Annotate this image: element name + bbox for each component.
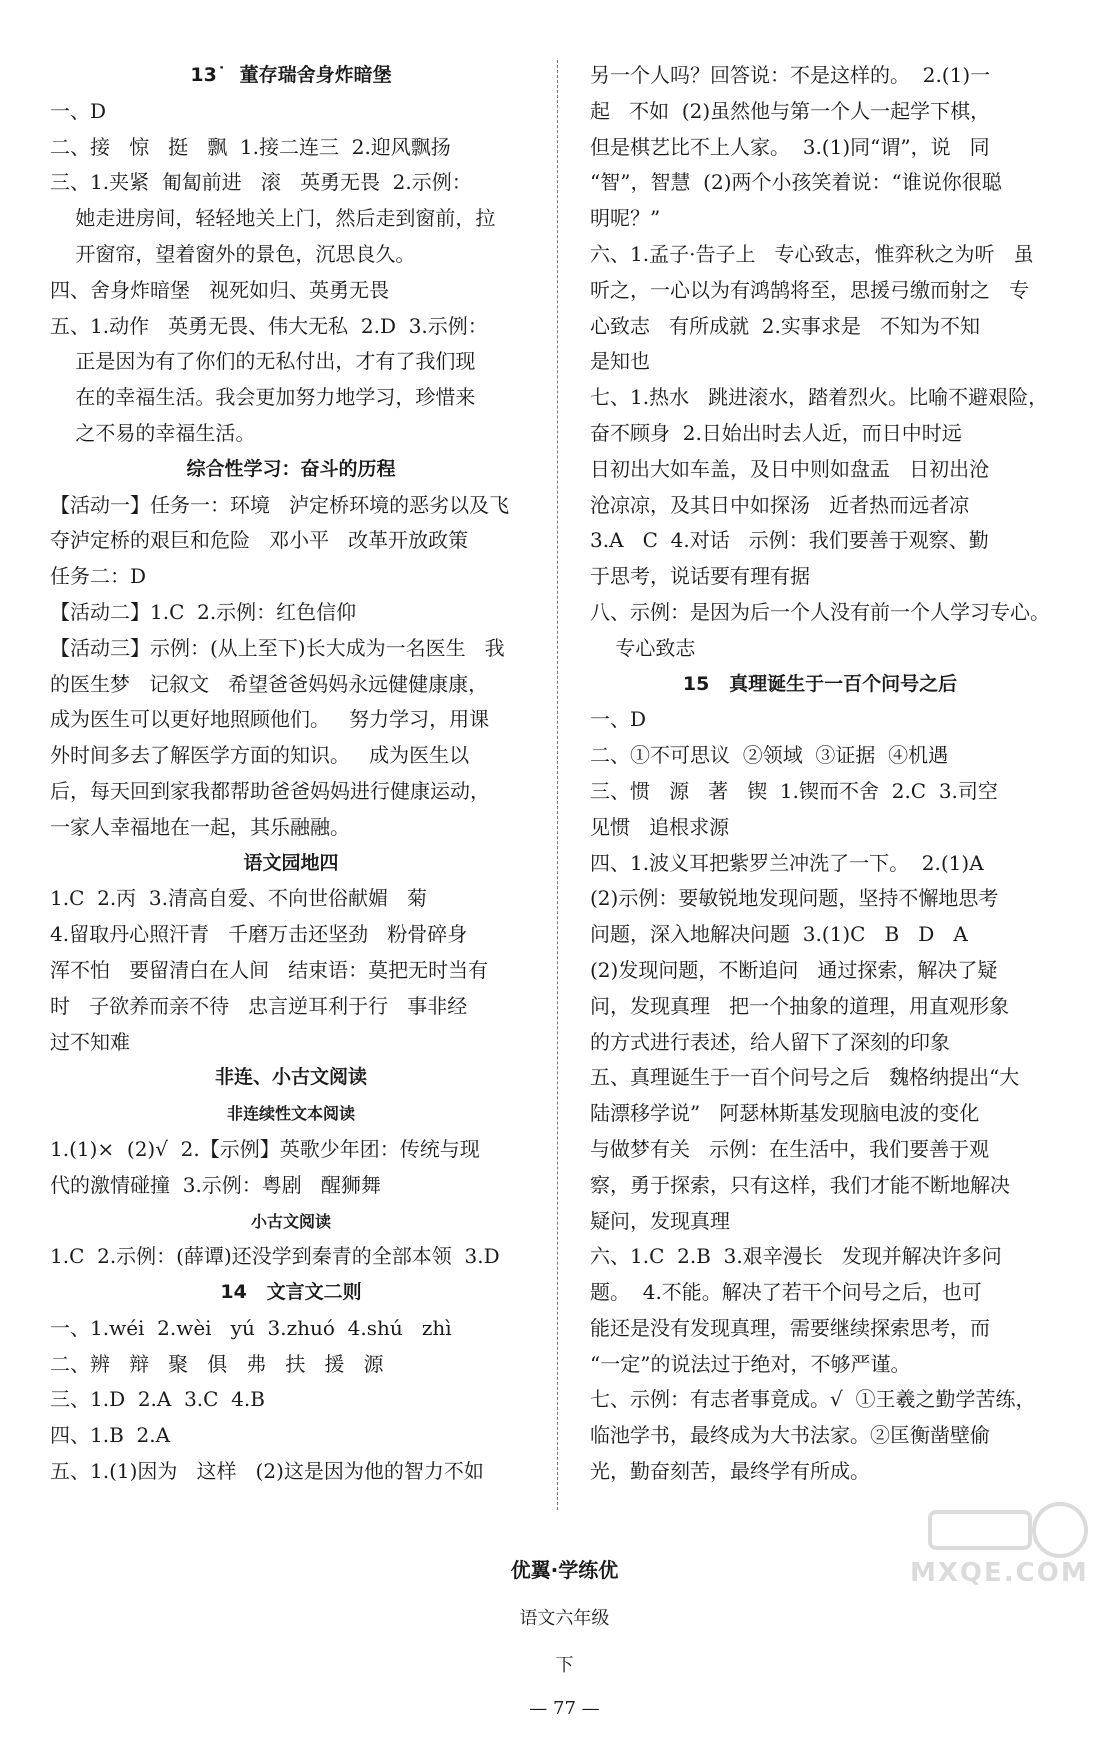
answer-line: 三、1.D 2.A 3.C 4.B — [50, 1387, 265, 1412]
answer-line: 3.A C 4.对话 示例：我们要善于观察、勤 — [590, 528, 989, 553]
footer-brand: 优翼·学练优 — [510, 1558, 619, 1582]
answer-line: 问，发现真理 把一个抽象的道理，用直观形象 — [590, 993, 1010, 1018]
answer-line: 四、1.B 2.A — [50, 1423, 171, 1448]
answer-line: 陆漂移学说” 阿瑟林斯基发现脑电波的变化 — [590, 1101, 980, 1126]
site-watermark — [900, 1500, 1100, 1595]
answer-line: 临池学书，最终成为大书法家。②匡衡凿壁偷 — [590, 1423, 990, 1448]
answer-line: 任务二：D — [50, 564, 147, 589]
answer-line: 一、D — [590, 707, 647, 732]
answer-line: 六、1.孟子·告子上 专心致志，惟弈秋之为听 虽 — [590, 241, 1034, 266]
answer-line: 八、示例：是因为后一个人没有前一个人学习专心。 — [590, 599, 1050, 624]
answer-line: 明呢？” — [590, 206, 661, 231]
answer-line: 1.(1)× (2)√ 2.【示例】英歌少年团：传统与现 — [50, 1136, 480, 1161]
answer-line: 正是因为有了你们的无私付出，才有了我们现 — [50, 349, 476, 374]
right-column — [590, 58, 1050, 1490]
answer-line: 一家人幸福地在一起，其乐融融。 — [50, 814, 350, 839]
answer-line: 专心致志 — [590, 635, 696, 660]
column-divider — [557, 60, 558, 1510]
answer-line: 三、1.夹紧 匍匐前进 滚 英勇无畏 2.示例： — [50, 170, 472, 195]
answer-line: 她走进房间，轻轻地关上门，然后走到窗前，拉 — [50, 206, 496, 231]
answer-line: 七、1.热水 跳进滚水，踏着烈火。比喻不避艰险， — [590, 385, 1049, 410]
footer-subject: 语文六年级 — [519, 1608, 610, 1629]
answer-line: 五、1.(1)因为 这样 (2)这是因为他的智力不如 — [50, 1459, 484, 1484]
answer-line: 问题，深入地解决问题 3.(1)C B D A — [590, 922, 968, 947]
answer-line: 于思考，说话要有理有据 — [590, 564, 810, 589]
answer-line: 见惯 追根求源 — [590, 814, 730, 839]
answer-line: 成为医生可以更好地照顾他们。 努力学习，用课 — [50, 707, 490, 732]
answer-line: 五、1.动作 英勇无畏、伟大无私 2.D 3.示例： — [50, 313, 488, 338]
answer-line: 后，每天回到家我都帮助爸爸妈妈进行健康运动， — [50, 778, 490, 803]
left-column — [50, 58, 532, 1490]
answer-line: 四、1.波义耳把紫罗兰冲洗了一下。 2.(1)A — [590, 850, 984, 875]
answer-line: 二、接 惊 挺 飘 1.接二连三 2.迎风飘扬 — [50, 134, 451, 159]
section-title: 综合性学习：奋斗的历程 — [186, 457, 396, 480]
watermark-logo-icon — [920, 1500, 1090, 1560]
answer-line: 五、真理诞生于一百个问号之后 魏格纳提出“大 — [590, 1065, 1020, 1090]
answer-line: 在的幸福生活。我会更加努力地学习，珍惜来 — [50, 385, 476, 410]
answer-line: 六、1.C 2.B 3.艰辛漫长 发现并解决许多问 — [590, 1244, 1002, 1269]
answer-line: 三、惯 源 著 锲 1.锲而不舍 2.C 3.司空 — [590, 778, 998, 803]
answer-line: 1.C 2.示例：(薛谭)还没学到秦青的全部本领 3.D — [50, 1244, 500, 1269]
answer-line: 代的激情碰撞 3.示例：粤剧 醒狮舞 — [50, 1172, 381, 1197]
answer-line: (2)示例：要敏锐地发现问题，坚持不懈地思考 — [590, 886, 999, 911]
answer-line: 【活动二】1.C 2.示例：红色信仰 — [50, 599, 357, 624]
answer-line: 浑不怕 要留清白在人间 结束语：莫把无时当有 — [50, 957, 489, 982]
answer-line: 心致志 有所成就 2.实事求是 不知为不知 — [590, 313, 980, 338]
answer-line: 与做梦有关 示例：在生活中，我们要善于观 — [590, 1136, 990, 1161]
section-title: 13˙ 董存瑞舍身炸暗堡 — [190, 64, 392, 86]
answer-line: 题。 4.不能。解决了若干个问号之后，也可 — [590, 1280, 982, 1305]
answer-line: 但是棋艺比不上人家。 3.(1)同“谓”，说 同 — [590, 134, 990, 159]
answer-line: 二、辨 辩 聚 俱 弗 扶 援 源 — [50, 1351, 384, 1376]
answer-line: 奋不顾身 2.日始出时去人近，而日中时远 — [590, 420, 962, 445]
answer-line: 光，勤奋刻苦，最终学有所成。 — [590, 1459, 870, 1484]
answer-line: 疑问，发现真理 — [590, 1208, 730, 1233]
section-subtitle: 小古文阅读 — [250, 1211, 331, 1231]
answer-line: 开窗帘，望着窗外的景色，沉思良久。 — [50, 241, 416, 266]
answer-line: 是知也 — [590, 349, 650, 374]
answer-line: 夺泸定桥的艰巨和危险 邓小平 改革开放政策 — [50, 528, 469, 553]
answer-line: 一、D — [50, 98, 107, 123]
answer-line: (2)发现问题，不断追问 通过探索，解决了疑 — [590, 957, 998, 982]
answer-line: 另一个人吗？回答说：不是这样的。 2.(1)一 — [590, 63, 991, 87]
answer-line: 【活动三】示例：(从上至下)长大成为一名医生 我 — [50, 635, 505, 660]
section-title: 非连、小古文阅读 — [214, 1066, 367, 1089]
answer-line: 能还是没有发现真理，需要继续探索思考，而 — [590, 1315, 990, 1340]
answer-line: “智”，智慧 (2)两个小孩笑着说：“谁说你很聪 — [590, 170, 1002, 195]
footer-page-number: — 77 — — [529, 1698, 600, 1719]
answer-line: 听之，一心以为有鸿鹄将至，思援弓缴而射之 专 — [590, 277, 1030, 302]
answer-line: “一定”的说法过于绝对，不够严谨。 — [590, 1351, 911, 1376]
answer-line: 的方式进行表述，给人留下了深刻的印象 — [590, 1029, 950, 1054]
watermark-text: MXQE.COM — [910, 1558, 1089, 1588]
answer-line: 之不易的幸福生活。 — [50, 420, 256, 445]
section-title: 语文园地四 — [243, 851, 339, 874]
answer-line: 二、①不可思议 ②领域 ③证据 ④机遇 — [590, 743, 949, 768]
answer-line: 的医生梦 记叙文 希望爸爸妈妈永远健健康康， — [50, 671, 489, 696]
answer-line: 察，勇于探索，只有这样，我们才能不断地解决 — [590, 1172, 1010, 1197]
answer-line: 【活动一】任务一：环境 泸定桥环境的恶劣以及飞 — [50, 492, 510, 517]
answer-line: 沧凉凉，及其日中如探汤 近者热而远者凉 — [590, 492, 970, 517]
answer-line: 日初出大如车盖，及日中则如盘盂 日初出沧 — [590, 456, 990, 481]
answer-line: 七、示例：有志者事竟成。√ ①王羲之勤学苦练， — [590, 1387, 1036, 1412]
answer-line: 外时间多去了解医学方面的知识。 成为医生以 — [50, 743, 470, 768]
answer-line: 四、舍身炸暗堡 视死如归、英勇无畏 — [50, 277, 390, 302]
section-title: 14 文言文二则 — [220, 1281, 362, 1304]
answer-line: 一、1.wéi 2.wèi yú 3.zhuó 4.shú zhì — [50, 1315, 452, 1340]
section-title: 15 真理诞生于一百个问号之后 — [682, 672, 958, 695]
answer-line: 时 子欲养而亲不待 忠言逆耳利于行 事非经 — [50, 993, 468, 1018]
answer-line: 4.留取丹心照汗青 千磨万击还坚劲 粉骨碎身 — [50, 922, 468, 947]
section-subtitle: 非连续性文本阅读 — [226, 1104, 355, 1124]
answer-line: 过不知难 — [50, 1029, 130, 1054]
answer-line: 起 不如 (2)虽然他与第一个人一起学下棋， — [590, 98, 991, 123]
footer-volume: 下 — [555, 1655, 574, 1676]
answer-line: 1.C 2.丙 3.清高自爱、不向世俗献媚 菊 — [50, 886, 428, 911]
